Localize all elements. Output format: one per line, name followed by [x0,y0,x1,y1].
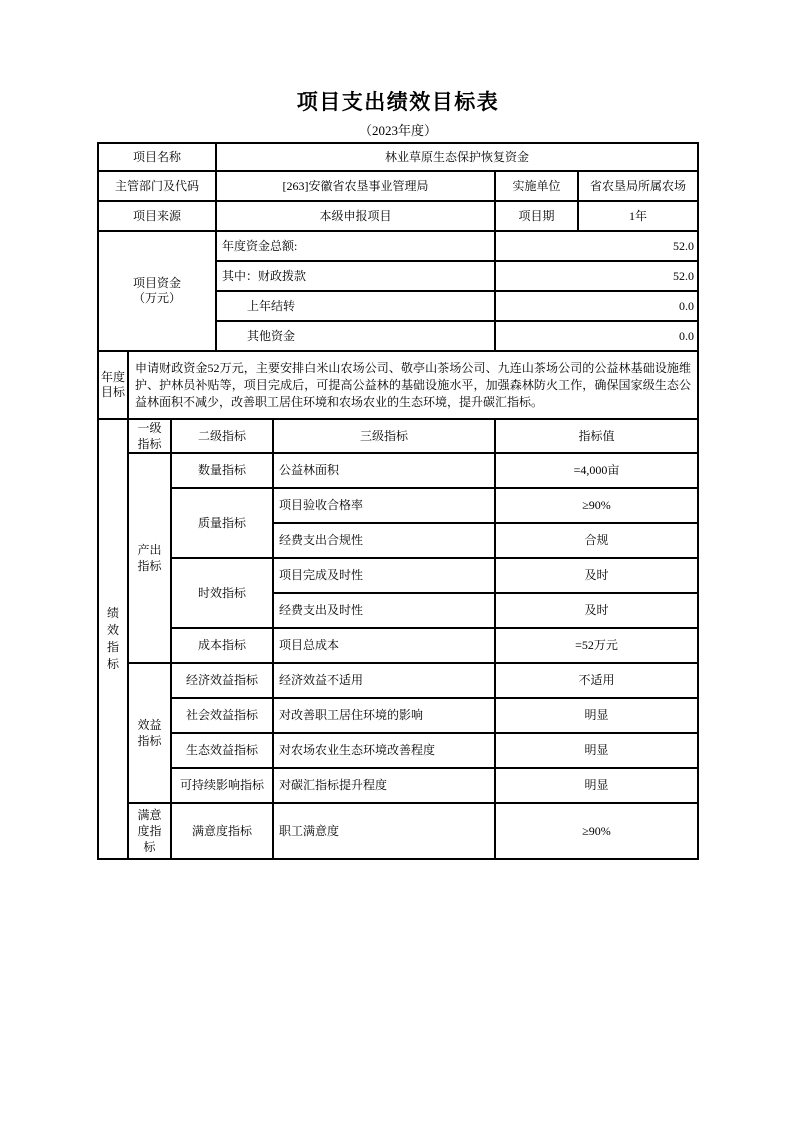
source-label: 项目来源 [98,201,216,231]
table-row [98,488,698,523]
value-expense-timeliness: 及时 [495,593,698,628]
table-row [98,419,698,453]
source-value: 本级申报项目 [216,201,495,231]
project-name-label: 项目名称 [98,143,216,171]
funding-label [98,231,216,351]
funding-label-line1: 项目资金 [132,276,181,290]
level3-staff-satisfaction: 职工满意度 [273,803,495,859]
level3-carbon: 对碳汇指标提升程度 [273,768,495,803]
table-row [98,143,698,171]
level3-social: 对改善职工居住环境的影响 [273,698,495,733]
table-row [98,698,698,733]
header-level3: 三级指标 [273,419,495,453]
value-economic: 不适用 [495,663,698,698]
page-subtitle: （2023年度） [358,123,437,138]
level3-completion-timeliness: 项目完成及时性 [273,558,495,593]
level3-forest-area: 公益林面积 [273,453,495,488]
value-ecological: 明显 [495,733,698,768]
header-level1: 一级指标 [128,419,171,453]
project-name-value: 林业草原生态保护恢复资金 [216,143,698,171]
level2-ecological: 生态效益指标 [171,733,273,768]
table-row [98,201,698,231]
funding-label-line2: （万元） [132,291,181,305]
header-value: 指标值 [495,419,698,453]
level2-economic: 经济效益指标 [171,663,273,698]
dept-label: 主管部门及代码 [98,171,216,201]
value-staff-satisfaction: ≥90% [495,803,698,859]
funding-other-label: 其他资金 [216,321,495,351]
table-row [98,628,698,663]
level3-expense-timeliness: 经费支出及时性 [273,593,495,628]
funding-other-value: 0.0 [495,321,698,351]
indicators-side-label-text: 绩效指标 [107,606,120,671]
level3-expense-compliance: 经费支出合规性 [273,523,495,558]
level1-satisfaction: 满意度指标 [128,803,171,859]
table-row [98,171,698,201]
page-title: 项目支出绩效目标表 [296,90,500,114]
table-row [98,803,698,859]
value-total-cost: =52万元 [495,628,698,663]
table-row [98,733,698,768]
level3-total-cost: 项目总成本 [273,628,495,663]
annual-goal-text: 申请财政资金52万元，主要安排白米山农场公司、敬亭山茶场公司、九连山茶场公司的公益林基础设施维护、护林员补贴等，项目完成后，可提高公益林的基础设施水平，加强森林防火工作，确保国家级生态公益林面积不减少，改善职工居住环境和农场农业的生态环境，提升碳汇指标。 [128,351,698,419]
table-row [98,663,698,698]
value-forest-area: =4,000亩 [495,453,698,488]
level2-quality: 质量指标 [171,488,273,558]
funding-fiscal-value: 52.0 [495,261,698,291]
annual-goal-label: 年度目标 [98,351,128,419]
level2-satisfaction: 满意度指标 [171,803,273,859]
table-row [98,351,698,419]
level2-timeliness: 时效指标 [171,558,273,628]
funding-carryover-label: 上年结转 [216,291,495,321]
value-completion-timeliness: 及时 [495,558,698,593]
table-row [98,231,698,261]
level2-cost: 成本指标 [171,628,273,663]
level2-sustainability: 可持续影响指标 [171,768,273,803]
header-level2: 二级指标 [171,419,273,453]
funding-fiscal-label: 其中：财政拨款 [216,261,495,291]
level3-ecological: 对农场农业生态环境改善程度 [273,733,495,768]
value-expense-compliance: 合规 [495,523,698,558]
table-row [98,558,698,593]
level1-output: 产出指标 [128,453,171,663]
dept-value: [263]安徽省农垦事业管理局 [216,171,495,201]
period-label: 项目期 [495,201,578,231]
level2-quantity: 数量指标 [171,453,273,488]
value-acceptance-rate: ≥90% [495,488,698,523]
performance-target-table [97,142,699,860]
impl-unit-label: 实施单位 [495,171,578,201]
indicators-side-label [98,419,128,859]
funding-total-value: 52.0 [495,231,698,261]
level2-social: 社会效益指标 [171,698,273,733]
table-row [98,768,698,803]
value-social: 明显 [495,698,698,733]
table-row [98,453,698,488]
value-carbon: 明显 [495,768,698,803]
funding-carryover-value: 0.0 [495,291,698,321]
level3-economic: 经济效益不适用 [273,663,495,698]
period-value: 1年 [578,201,698,231]
funding-total-label: 年度资金总额: [216,231,495,261]
impl-unit-value: 省农垦局所属农场 [578,171,698,201]
level1-benefit: 效益指标 [128,663,171,803]
level3-acceptance-rate: 项目验收合格率 [273,488,495,523]
